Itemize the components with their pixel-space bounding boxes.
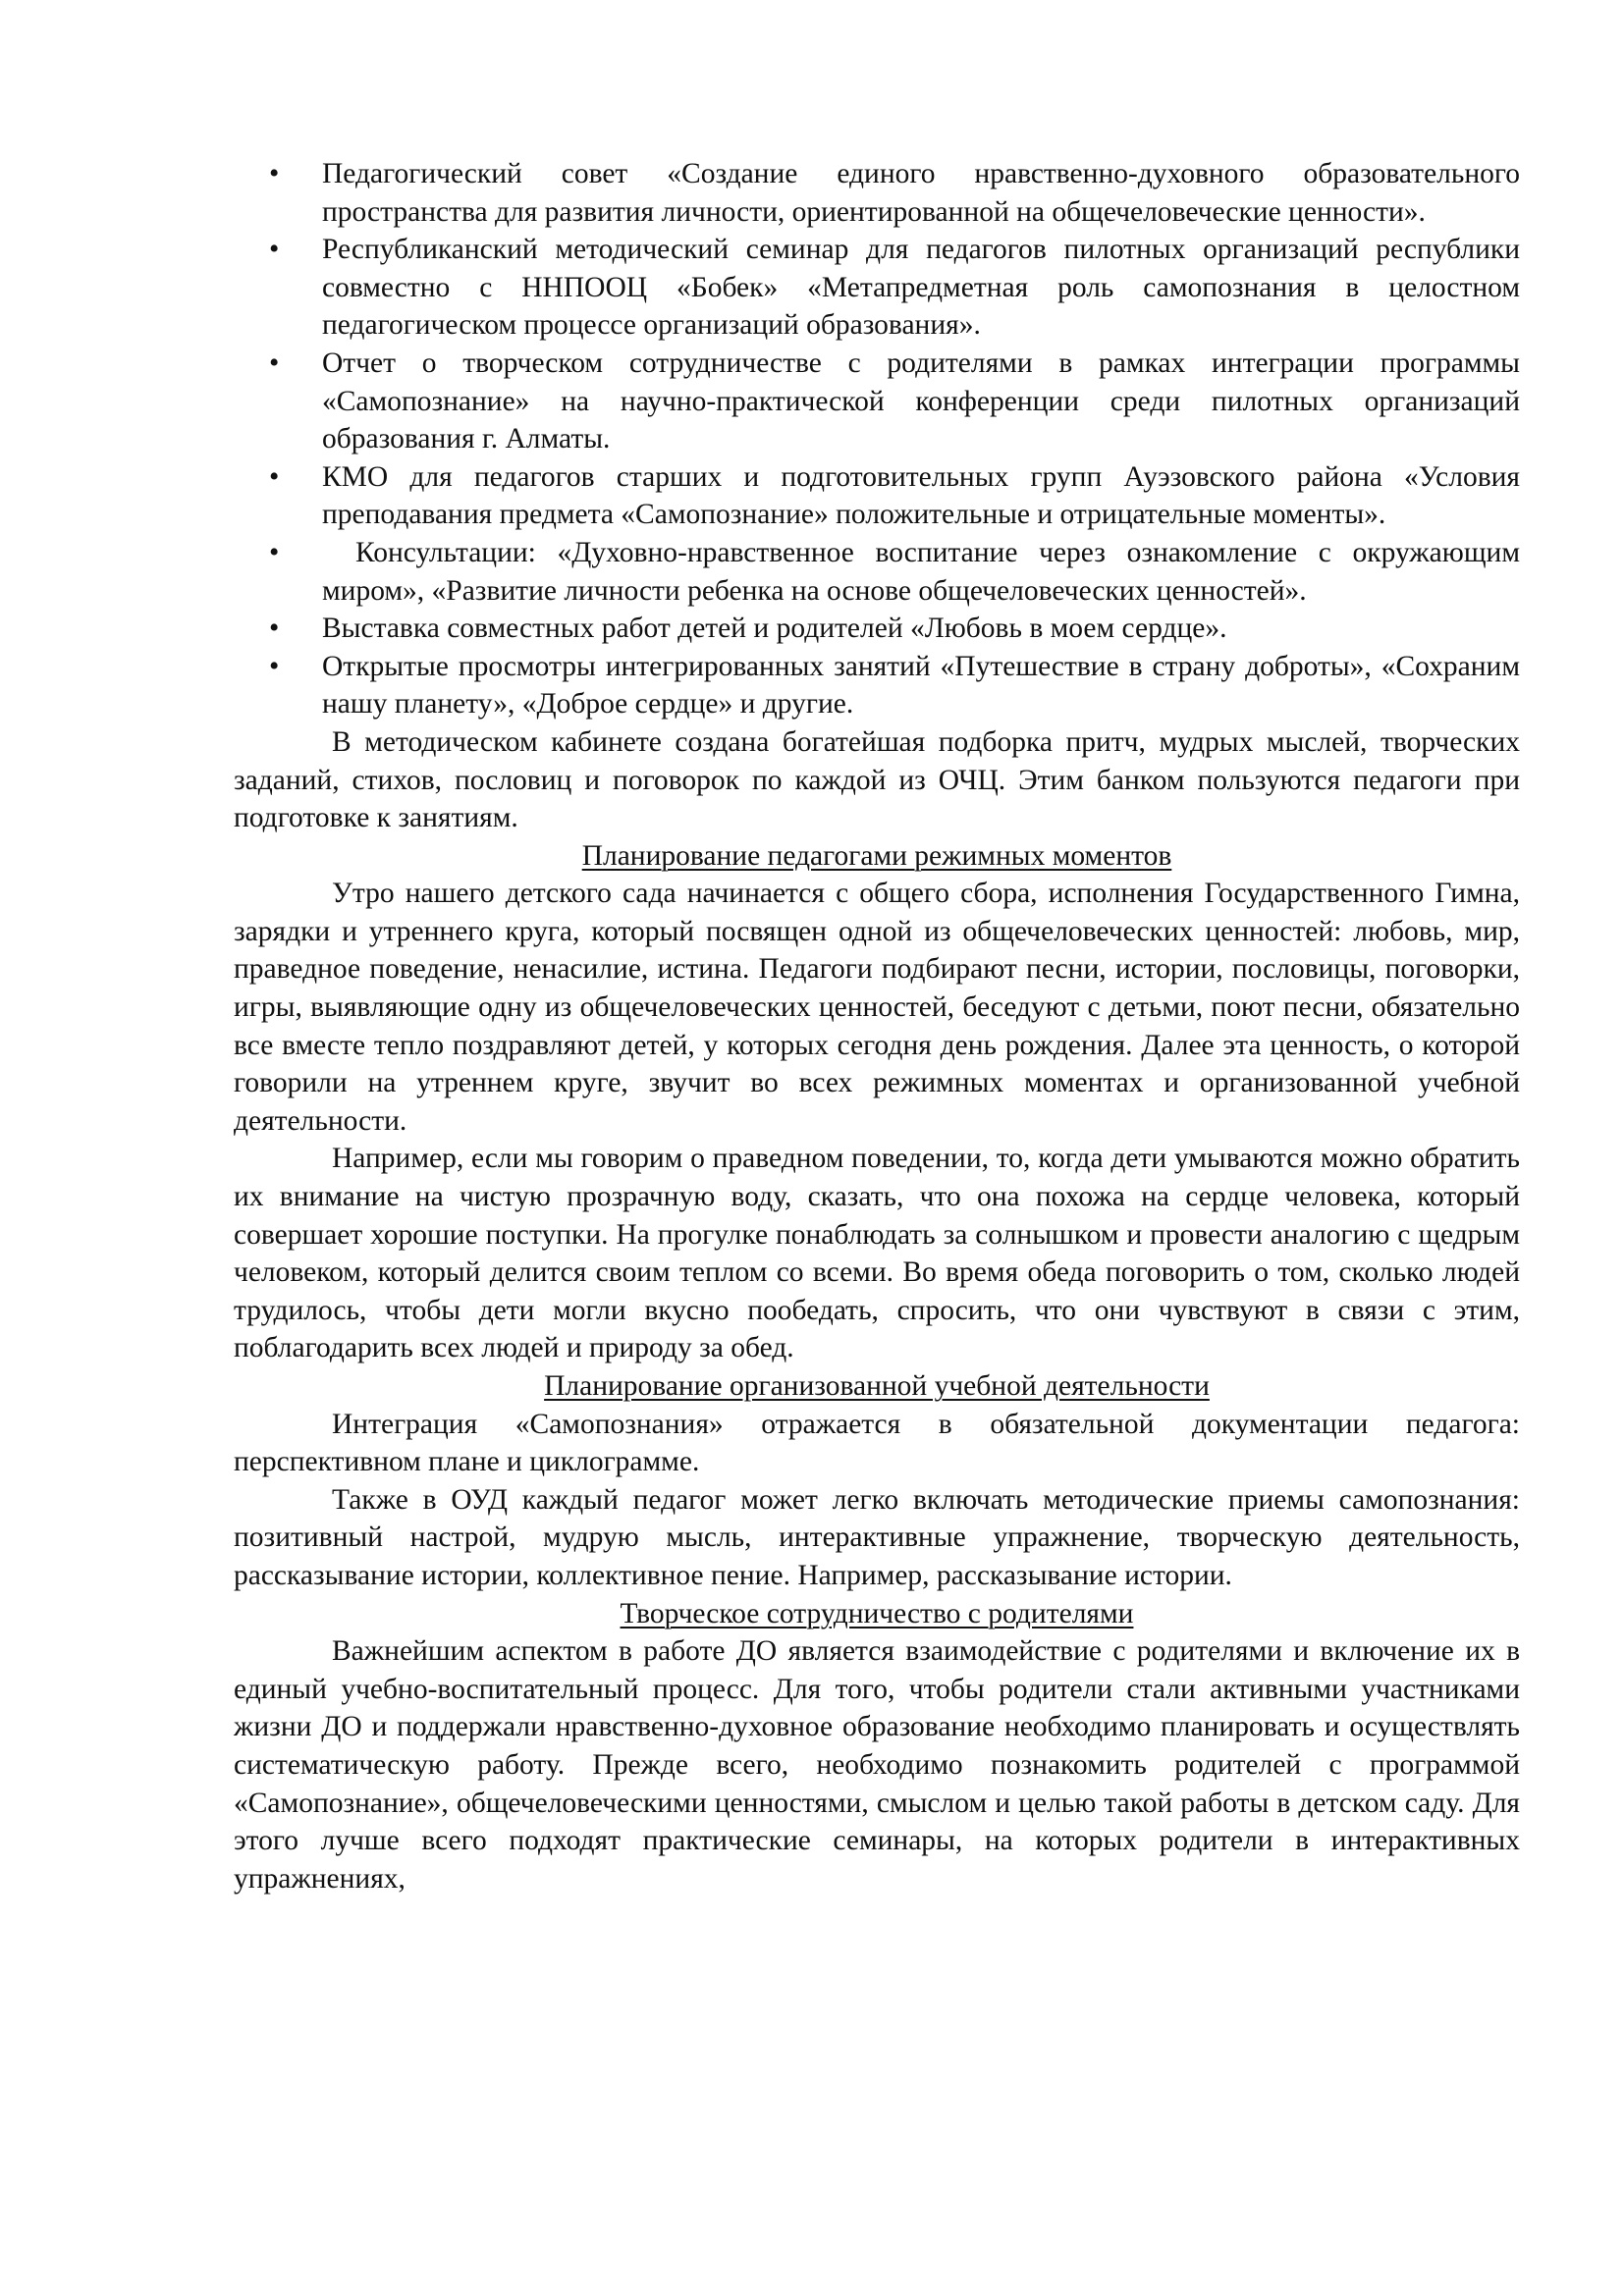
list-item — [234, 458, 1520, 534]
list-item-text: Открытые просмотры интегрированных занятий «Путешествие в страну доброты», «Сохраним нашу планету», «Доброе сердце» и другие. — [322, 650, 1520, 721]
section-heading-activity — [234, 1367, 1520, 1406]
list-item-text: КМО для педагогов старших и подготовительных групп Ауэзовского района «Условия преподавания предмета «Самопознание» положительные и отрицательные моменты». — [322, 460, 1520, 531]
list-item — [234, 155, 1520, 231]
section-heading-text: Творческое сотрудничество с родителями — [620, 1597, 1134, 1629]
bullet-icon: • — [269, 460, 280, 493]
section-heading-parents — [234, 1595, 1520, 1633]
list-item — [234, 231, 1520, 345]
bullet-icon: • — [269, 650, 280, 682]
activity-paragraph-1: Интеграция «Самопознания» отражается в обязательной документации педагога: перспективном плане и циклограмме. — [234, 1408, 1520, 1478]
section-heading-text: Планирование организованной учебной деятельности — [544, 1370, 1210, 1402]
section-heading-text: Планирование педагогами режимных моментов — [581, 839, 1172, 872]
list-item-text: Республиканский методический семинар для педагогов пилотных организаций республики совместно с ННПООЦ «Бобек» «Метапредметная роль самопознания в целостном педагогическом процессе организаций образования». — [322, 234, 1520, 342]
list-item-text: Педагогический совет «Создание единого нравственно-духовного образовательного пространства для развития личности, ориентированной на общечеловеческие ценности». — [322, 158, 1520, 228]
list-item — [234, 610, 1520, 648]
document-page — [234, 155, 1520, 1897]
section-heading-routine — [234, 837, 1520, 876]
list-item-text: Консультации: «Духовно-нравственное воспитание через ознакомление с окружающим миром», «Развитие личности ребенка на основе общечеловеческих ценностей». — [322, 536, 1520, 607]
list-item-text: Отчет о творческом сотрудничестве с родителями в рамках интеграции программы «Самопознание» на научно-практической конференции среди пилотных организаций образования г. Алматы. — [322, 347, 1520, 455]
activity-paragraph-2: Также в ОУД каждый педагог может легко включать методические приемы самопознания: позитивный настрой, мудрую мысль, интерактивные упражнение, творческую деятельность, рассказывание истории, коллективное пение. Например, рассказывание истории. — [234, 1483, 1520, 1591]
parents-paragraph-1: Важнейшим аспектом в работе ДО является взаимодействие с родителями и включение их в единый учебно-воспитательный процесс. Для того, чтобы родители стали активными участниками жизни ДО и поддержали нравственно-духовное образование необходимо планировать и осуществлять систематическую работу. Прежде всего, необходимо познакомить родителей с программой «Самопознание», общечеловеческими ценностями, смыслом и целью такой работы в детском саду. Для этого лучше всего подходят практические семинары, на которых родители в интерактивных упражнениях, — [234, 1635, 1520, 1895]
bullet-icon: • — [269, 234, 280, 266]
routine-paragraph-1: Утро нашего детского сада начинается с общего сбора, исполнения Государственного Гимна, зарядки и утреннего круга, который посвящен одной из общечеловеческих ценностей: любовь, мир, праведное поведение, ненасилие, истина. Педагоги подбирают песни, истории, пословицы, поговорки, игры, выявляющие одну из общечеловеческих ценностей, беседуют с детьми, поют песни, обязательно все вместе тепло поздравляют детей, у которых сегодня день рождения. Далее эта ценность, о которой говорили на утреннем круге, звучит во всех режимных моментах и организованной учебной деятельности. — [234, 878, 1520, 1137]
bullet-icon: • — [269, 536, 280, 568]
list-item — [234, 648, 1520, 723]
intro-paragraph: В методическом кабинете создана богатейшая подборка притч, мудрых мыслей, творческих заданий, стихов, пословиц и поговорок по каждой из ОЧЦ. Этим банком пользуются педагоги при подготовке к занятиям. — [234, 725, 1520, 834]
bullet-icon: • — [269, 158, 280, 189]
events-bullet-list — [234, 155, 1520, 723]
routine-paragraph-2: Например, если мы говорим о праведном поведении, то, когда дети умываются можно обратить их внимание на чистую прозрачную воду, сказать, что она похожа на сердце человека, который совершает хорошие поступки. На прогулке понаблюдать за солнышком и провести аналогию с щедрым человеком, который делится своим теплом со всеми. Во время обеда поговорить о том, сколько людей трудилось, чтобы дети могли вкусно пообедать, спросить, что они чувствуют в связи с этим, поблагодарить всех людей и природу за обед. — [234, 1143, 1520, 1364]
bullet-icon: • — [269, 613, 280, 645]
list-item — [234, 534, 1520, 610]
bullet-icon: • — [269, 347, 280, 379]
list-item-text: Выставка совместных работ детей и родителей «Любовь в моем сердце». — [322, 613, 1227, 645]
list-item — [234, 345, 1520, 458]
